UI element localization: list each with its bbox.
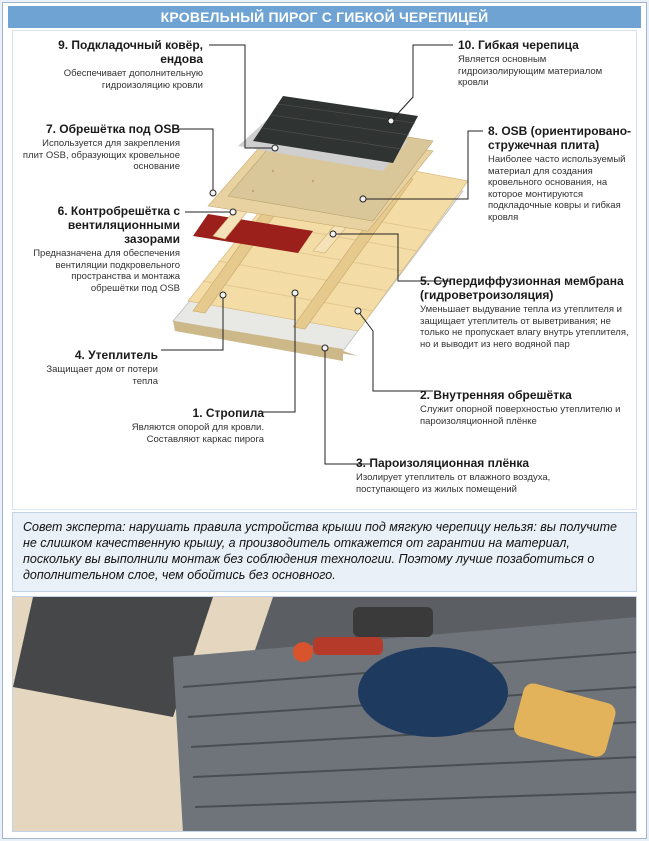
- label-osb-lathing: [20, 122, 180, 173]
- label-inner-lathing-title: 2. Внутренняя обрешётка: [420, 388, 572, 402]
- label-underlay-desc: Обеспечивает дополнительную гидроизоляцию кровли: [63, 68, 203, 91]
- label-rafters-title: 1. Стропила: [192, 406, 264, 420]
- label-rafters-desc: Являются опорой для кровли. Составляют каркас пирога: [131, 422, 264, 445]
- label-insulation-desc: Защищает дом от потери тепла: [46, 364, 158, 387]
- label-shingles-title: 10. Гибкая черепица: [458, 38, 579, 52]
- roofer-installing-shingles-photo: [12, 596, 637, 832]
- label-insulation: [40, 348, 158, 387]
- label-membrane-desc: Уменьшает выдувание тепла из утеплителя и защищает утеплитель от выветривания; не только не пропускает влагу внутрь утеплителя, но и выводит из него водяной пар: [420, 304, 629, 350]
- expert-tip: Совет эксперта: нарушать правила устройства крыши под мягкую черепицу нельзя: вы получите не слишком качественную крышу, а производитель откажется от гарантии на материал, поскольку вы выполнили монтаж без соблюдения технологии. Поэтому лучше позаботиться о дополнительном слое, чем обойтись без основного.: [12, 512, 637, 592]
- label-osb-title: 8. OSB (ориентировано-стружечная плита): [488, 124, 632, 152]
- label-counter-batten: [22, 204, 180, 294]
- page-title: КРОВЕЛЬНЫЙ ПИРОГ С ГИБКОЙ ЧЕРЕПИЦЕЙ: [8, 6, 641, 28]
- label-counter-batten-title: 6. Контробрешётка с вентиляционными зазорами: [57, 204, 180, 246]
- label-shingles-desc: Является основным гидроизолирующим материалом кровли: [458, 54, 603, 88]
- label-inner-lathing: [420, 388, 630, 427]
- label-counter-batten-desc: Предназначена для обеспечения вентиляции подкровельного пространства и монтажа обрешётки под OSB: [33, 248, 180, 294]
- photo-illustration: [13, 597, 637, 832]
- label-inner-lathing-desc: Служит опорной поверхностью утеплителю и пароизоляционной плёнке: [420, 404, 621, 427]
- label-osb-lathing-desc: Используется для закрепления плит OSB, образующих кровельное основание: [22, 138, 180, 172]
- label-membrane-title: 5. Супердиффузионная мембрана (гидроветроизоляция): [420, 274, 624, 302]
- label-vapor-barrier: [356, 456, 586, 495]
- label-insulation-title: 4. Утеплитель: [74, 348, 158, 362]
- label-osb-desc: Наиболее часто используемый материал для создания кровельного основания, на которое монтируются подкладочные ковры и гибкая кровля: [488, 154, 626, 223]
- label-osb-lathing-title: 7. Обрешётка под OSB: [45, 122, 180, 136]
- label-osb: [488, 124, 636, 223]
- label-underlay: [28, 38, 203, 91]
- label-vapor-barrier-desc: Изолирует утеплитель от влажного воздуха, поступающего из жилых помещений: [356, 472, 551, 495]
- label-rafters: [112, 406, 264, 445]
- label-shingles: [458, 38, 628, 89]
- label-membrane: [420, 274, 636, 350]
- label-vapor-barrier-title: 3. Пароизоляционная плёнка: [356, 456, 530, 470]
- label-underlay-title: 9. Подкладочный ковёр, ендова: [58, 38, 203, 66]
